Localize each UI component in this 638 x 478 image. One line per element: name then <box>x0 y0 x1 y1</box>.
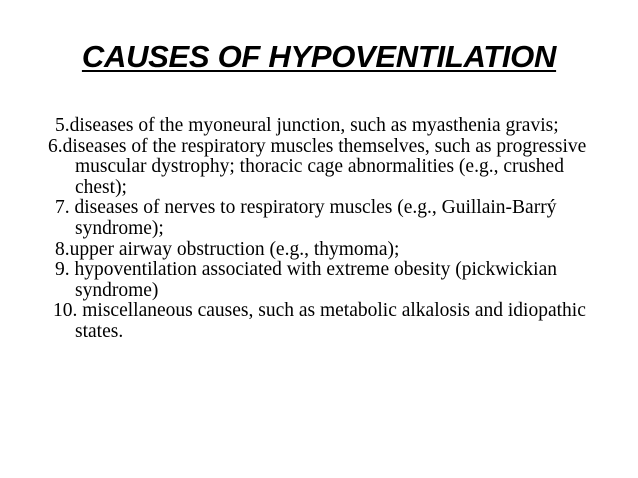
list-item <box>0 301 638 342</box>
item-text: diseases of the myoneural junction, such as myasthenia gravis; <box>69 115 559 136</box>
item-text: upper airway obstruction (e.g., thymoma); <box>69 238 400 260</box>
causes-list <box>0 116 638 343</box>
list-item <box>0 198 638 239</box>
item-text: hypoventilation associated with extreme obesity (pickwickian syndrome) <box>74 259 557 301</box>
item-number: 10. <box>53 300 83 322</box>
item-number: 5. <box>55 115 70 136</box>
item-text: diseases of the respiratory muscles themselves, such as progressive muscular dystrophy; thoracic cage abnormalities (e.g., crushed chest); <box>62 135 587 198</box>
list-item <box>0 260 638 301</box>
item-text: diseases of nerves to respiratory muscles (e.g., Guillain-Barrý syndrome); <box>74 197 557 239</box>
item-number: 6. <box>48 135 63 157</box>
item-text: miscellaneous causes, such as metabolic alkalosis and idiopathic states. <box>75 300 586 342</box>
item-number: 7. <box>55 197 75 219</box>
item-number: 8. <box>55 238 70 260</box>
item-number: 9. <box>55 259 75 281</box>
slide-title: CAUSES OF HYPOVENTILATION <box>81 39 557 74</box>
list-item <box>0 240 638 261</box>
list-item <box>0 137 638 199</box>
list-item <box>0 116 638 137</box>
